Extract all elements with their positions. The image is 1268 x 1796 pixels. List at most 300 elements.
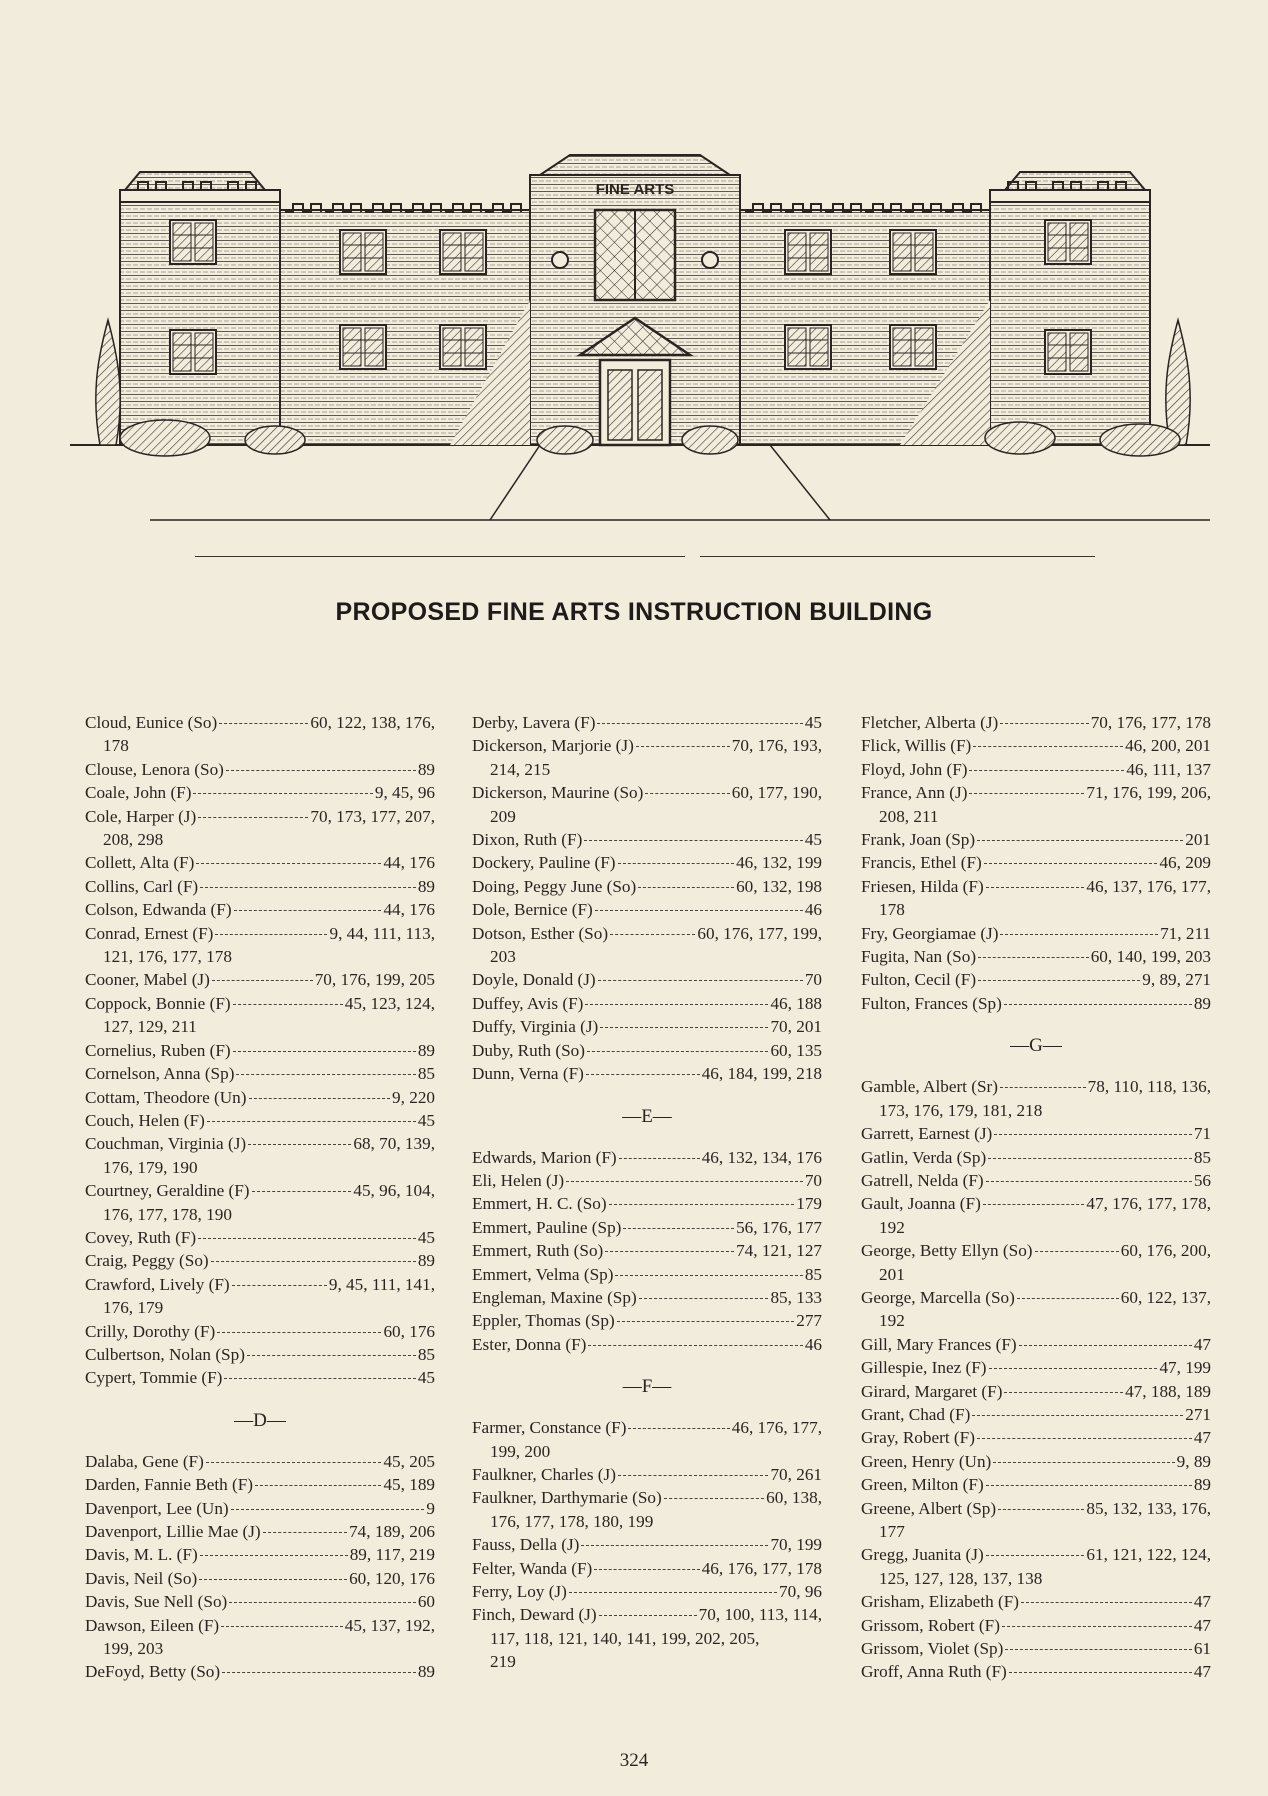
index-entry: [861, 1192, 1211, 1239]
leader-dashes: [609, 1203, 795, 1205]
leader-dashes: [969, 769, 1124, 771]
page-heading: PROPOSED FINE ARTS INSTRUCTION BUILDING: [335, 598, 933, 626]
entry-pages: 56, 176, 177: [736, 1217, 822, 1237]
index-entry-line: [85, 1473, 435, 1496]
entry-pages: 9, 89, 271: [1142, 970, 1211, 990]
leader-dashes: [984, 862, 1158, 864]
index-entry-line: [85, 1567, 435, 1590]
leader-dashes: [998, 1508, 1084, 1510]
entry-pages: 60, 122, 138, 176,: [310, 713, 435, 732]
index-entry: [472, 875, 822, 898]
entry-pages: 85: [417, 1064, 435, 1084]
leader-dashes: [569, 1591, 777, 1593]
entry-name: Crawford, Lively (F): [85, 1274, 230, 1294]
index-entry-line: [861, 1239, 1211, 1262]
index-entry-line: [472, 711, 822, 734]
index-entry: [861, 1380, 1211, 1403]
index-entry-line: [472, 828, 822, 851]
entry-name: Francis, Ethel (F): [861, 853, 982, 873]
entry-pages: 60, 176: [383, 1321, 435, 1341]
index-entry: [85, 1520, 435, 1543]
entry-name: Coppock, Bonnie (F): [85, 993, 231, 1013]
entry-pages: 46, 132, 134, 176: [701, 1147, 822, 1167]
index-entry: [85, 1320, 435, 1343]
leader-dashes: [978, 979, 1140, 981]
entry-pages: 9, 89: [1176, 1451, 1211, 1471]
index-entry-line: [85, 1520, 435, 1543]
leader-dashes: [585, 1003, 768, 1005]
entry-pages-continued: 209: [490, 806, 516, 826]
index-entry: [85, 1590, 435, 1613]
entry-pages-continued: 192: [879, 1217, 905, 1237]
index-entry: [861, 1660, 1211, 1683]
entry-pages: 9: [426, 1498, 435, 1518]
index-entry: [861, 968, 1211, 991]
index-column-2: [472, 711, 822, 1674]
entry-pages: 47, 188, 189: [1125, 1381, 1211, 1401]
index-entry: [472, 1062, 822, 1085]
index-entry-line: [861, 1450, 1211, 1473]
index-entry-line: [472, 1309, 822, 1332]
entry-pages-continued: 208, 298: [103, 830, 164, 850]
index-entry: [861, 1146, 1211, 1169]
leader-dashes: [199, 1578, 347, 1580]
entry-name: Derby, Lavera (F): [472, 713, 596, 732]
entry-pages: 46, 209: [1159, 853, 1211, 873]
divider-rule-right: [700, 556, 1095, 557]
entry-name: Crilly, Dorothy (F): [85, 1321, 216, 1341]
entry-pages: 47, 176, 177, 178,: [1086, 1194, 1211, 1214]
index-column-3: [861, 711, 1211, 1684]
entry-name: Garrett, Earnest (J): [861, 1124, 993, 1144]
leader-dashes: [229, 1601, 416, 1603]
entry-name: Green, Milton (F): [861, 1475, 984, 1495]
index-entry-line: [472, 1486, 822, 1509]
entry-name: Eli, Helen (J): [472, 1170, 565, 1190]
index-entry-line: [472, 1557, 822, 1580]
index-entry-line: [85, 1226, 435, 1249]
entry-pages: 201: [1185, 830, 1211, 850]
index-entry-line: [85, 992, 435, 1015]
entry-name: Covey, Ruth (F): [85, 1227, 197, 1247]
entry-name: Davenport, Lee (Un): [85, 1498, 229, 1518]
index-entry: [85, 992, 435, 1039]
entry-name: Gamble, Albert (Sr): [861, 1077, 998, 1097]
index-entry-line: [85, 1320, 435, 1343]
leader-dashes: [972, 1414, 1183, 1416]
index-entry-line: [861, 758, 1211, 781]
entry-pages: 9, 45, 96: [374, 783, 435, 803]
entry-name: Duffy, Virginia (J): [472, 1017, 599, 1037]
entry-name: Grant, Chad (F): [861, 1404, 971, 1424]
index-entry: [472, 1580, 822, 1603]
entry-name: Grissom, Robert (F): [861, 1615, 1000, 1635]
leader-dashes: [639, 1297, 769, 1299]
entry-pages-continued: 214, 215: [490, 759, 551, 779]
index-entry: [85, 851, 435, 874]
index-entry-line: [861, 1403, 1211, 1426]
entry-name: Finch, Deward (J): [472, 1605, 597, 1625]
index-entry-line: [85, 1132, 435, 1155]
entry-name: Fulton, Frances (Sp): [861, 993, 1002, 1013]
leader-dashes: [598, 979, 803, 981]
entry-pages: 44, 176: [383, 853, 435, 873]
entry-pages: 46, 176, 177,: [731, 1418, 822, 1438]
index-entry-line: [472, 1263, 822, 1286]
entry-pages: 70, 176, 199, 205: [314, 970, 435, 990]
entry-name: Flick, Willis (F): [861, 736, 972, 756]
entry-pages: 89: [417, 1662, 435, 1682]
page-number: 324: [619, 1750, 649, 1771]
section-letter-heading: —E—: [622, 1105, 672, 1127]
leader-dashes: [610, 933, 695, 935]
leader-dashes: [252, 1190, 352, 1192]
entry-name: Ester, Donna (F): [472, 1334, 587, 1354]
entry-pages: 45, 137, 192,: [344, 1615, 435, 1635]
entry-pages: 68, 70, 139,: [353, 1134, 435, 1154]
index-entry: [861, 1473, 1211, 1496]
leader-dashes: [1021, 1601, 1192, 1603]
index-entry-line: [85, 1497, 435, 1520]
entry-name: Fulton, Cecil (F): [861, 970, 977, 990]
entry-name: Dunn, Verna (F): [472, 1064, 584, 1084]
index-entry-line: [85, 898, 435, 921]
entry-name: Craig, Peggy (So): [85, 1251, 209, 1271]
index-entry: [472, 851, 822, 874]
index-entry-line: [861, 781, 1211, 804]
index-entry-line: [861, 1637, 1211, 1660]
entry-name: Greene, Albert (Sp): [861, 1498, 997, 1518]
sign-text: FINE ARTS: [595, 181, 675, 198]
entry-name: Davenport, Lillie Mae (J): [85, 1522, 261, 1541]
leader-dashes: [196, 862, 381, 864]
index-entry: [85, 758, 435, 781]
entry-pages: 60, 140, 199, 203: [1090, 947, 1211, 967]
entry-pages: 60, 135: [770, 1040, 822, 1060]
index-entry-line: [861, 1169, 1211, 1192]
leader-dashes: [1017, 1297, 1119, 1299]
index-entry-line: [472, 1603, 822, 1626]
entry-name: Darden, Fannie Beth (F): [85, 1475, 254, 1495]
leader-dashes: [226, 769, 416, 771]
entry-name: Cole, Harper (J): [85, 806, 197, 826]
index-entry: [472, 1286, 822, 1309]
entry-pages: 277: [796, 1311, 822, 1331]
index-entry: [85, 1567, 435, 1590]
entry-pages: 47: [1193, 1615, 1211, 1635]
index-entry-line: [85, 1590, 435, 1613]
index-entry: [861, 1614, 1211, 1637]
index-entry: [861, 1239, 1211, 1286]
entry-name: Girard, Margaret (F): [861, 1381, 1003, 1401]
entry-name: Courtney, Geraldine (F): [85, 1181, 250, 1201]
index-entry: [472, 1169, 822, 1192]
leader-dashes: [599, 1614, 697, 1616]
entry-name: Cooner, Mabel (J): [85, 970, 210, 990]
index-entry: [472, 1416, 822, 1463]
index-entry-line: [472, 1333, 822, 1356]
index-entry-line: [85, 1366, 435, 1389]
entry-name: Emmert, H. C. (So): [472, 1194, 607, 1214]
index-entry: [85, 922, 435, 969]
leader-dashes: [212, 979, 313, 981]
index-entry: [85, 1497, 435, 1520]
leader-dashes: [605, 1250, 734, 1252]
entry-name: Duffey, Avis (F): [472, 993, 584, 1013]
entry-pages: 56: [1193, 1170, 1211, 1190]
leader-dashes: [236, 1073, 415, 1075]
entry-pages: 74, 189, 206: [349, 1522, 435, 1541]
entry-name: Eppler, Thomas (Sp): [472, 1311, 615, 1331]
index-entry: [472, 1333, 822, 1356]
index-entry-line: [85, 1086, 435, 1109]
index-entry: [472, 1533, 822, 1556]
index-entry-line: [85, 1543, 435, 1566]
entry-pages: 271: [1185, 1404, 1211, 1424]
entry-pages: 46, 184, 199, 218: [701, 1064, 822, 1084]
entry-name: Cottam, Theodore (Un): [85, 1087, 247, 1107]
entry-name: Duby, Ruth (So): [472, 1040, 585, 1060]
index-entry-line: [861, 1122, 1211, 1145]
leader-dashes: [1035, 1250, 1119, 1252]
entry-pages: 46: [804, 1334, 822, 1354]
leader-dashes: [619, 1157, 700, 1159]
leader-dashes: [615, 1274, 802, 1276]
index-entry-line: [861, 945, 1211, 968]
leader-dashes: [263, 1531, 347, 1533]
section-letter-heading: —F—: [622, 1376, 672, 1398]
index-entry: [861, 851, 1211, 874]
entry-name: Culbertson, Nolan (Sp): [85, 1344, 245, 1364]
entry-pages: 89, 117, 219: [349, 1545, 435, 1565]
index-entry-line: [472, 734, 822, 757]
entry-pages: 45: [804, 830, 822, 850]
index-entry-line: [472, 992, 822, 1015]
entry-pages: 45: [417, 1110, 435, 1130]
leader-dashes: [986, 1180, 1192, 1182]
index-entry: [861, 1590, 1211, 1613]
entry-pages: 70, 199: [770, 1535, 822, 1555]
index-entry: [85, 1086, 435, 1109]
index-entry: [85, 1226, 435, 1249]
index-entry-line: [85, 875, 435, 898]
entry-name: George, Betty Ellyn (So): [861, 1241, 1033, 1261]
leader-dashes: [1000, 1086, 1086, 1088]
entry-name: Friesen, Hilda (F): [861, 876, 984, 896]
index-entry-line: [85, 1614, 435, 1637]
leader-dashes: [217, 1331, 381, 1333]
leader-dashes: [586, 1073, 700, 1075]
index-entry: [85, 1343, 435, 1366]
leader-dashes: [232, 1284, 327, 1286]
leader-dashes: [200, 1554, 348, 1556]
entry-name: Collett, Alta (F): [85, 853, 195, 873]
index-entry: [85, 898, 435, 921]
entry-pages: 45: [417, 1368, 435, 1388]
entry-pages: 61, 121, 122, 124,: [1086, 1545, 1211, 1565]
entry-name: Couchman, Virginia (J): [85, 1134, 247, 1154]
index-entry-line: [85, 1343, 435, 1366]
index-entry-line: [85, 922, 435, 945]
index-entry-line: [861, 922, 1211, 945]
entry-pages: 46, 111, 137: [1126, 759, 1211, 779]
leader-dashes: [222, 1671, 416, 1673]
leader-dashes: [600, 1026, 768, 1028]
entry-name: Coale, John (F): [85, 783, 192, 803]
index-entry: [472, 1146, 822, 1169]
index-entry: [861, 1543, 1211, 1590]
index-entry: [472, 1263, 822, 1286]
entry-pages: 179: [796, 1194, 822, 1214]
index-entry: [85, 1132, 435, 1179]
index-entry-line: [861, 1356, 1211, 1379]
entry-name: Davis, Neil (So): [85, 1568, 198, 1588]
leader-dashes: [978, 956, 1089, 958]
entry-name: Gillespie, Inez (F): [861, 1358, 987, 1378]
index-entry: [861, 1356, 1211, 1379]
leader-dashes: [200, 886, 416, 888]
entry-name: Ferry, Loy (J): [472, 1582, 567, 1601]
index-entry-line: [472, 1533, 822, 1556]
leader-dashes: [618, 1474, 769, 1476]
index-entry-line: [85, 758, 435, 781]
index-entry: [861, 781, 1211, 828]
leader-dashes: [1019, 1344, 1192, 1346]
divider-rule-left: [195, 556, 685, 557]
entry-pages: 45, 189: [383, 1475, 435, 1495]
leader-dashes: [1000, 722, 1088, 724]
leader-dashes: [969, 792, 1084, 794]
index-entry-line: [861, 828, 1211, 851]
entry-pages-continued: 178: [879, 900, 905, 920]
entry-pages: 85, 132, 133, 176,: [1086, 1498, 1211, 1518]
index-entry-line: [472, 875, 822, 898]
entry-name: Dawson, Eileen (F): [85, 1615, 220, 1635]
entry-name: Cypert, Tommie (F): [85, 1368, 223, 1388]
entry-name: Gill, Mary Frances (F): [861, 1334, 1017, 1354]
index-entry: [85, 1249, 435, 1272]
entry-name: Dickerson, Maurine (So): [472, 783, 644, 803]
index-entry-line: [861, 1590, 1211, 1613]
entry-pages: 61: [1193, 1639, 1211, 1659]
entry-name: Cornelson, Anna (Sp): [85, 1064, 235, 1084]
index-entry-line: [861, 711, 1211, 734]
leader-dashes: [193, 792, 372, 794]
index-entry: [85, 1614, 435, 1661]
leader-dashes: [618, 862, 735, 864]
entry-pages: 47: [1193, 1592, 1211, 1612]
index-entry-line: [85, 1062, 435, 1085]
entry-pages: 60, 176, 177, 199,: [697, 923, 822, 943]
entry-pages: 70, 261: [770, 1464, 822, 1484]
index-entry-line: [861, 1192, 1211, 1215]
index-entry: [861, 922, 1211, 945]
entry-pages: 71, 176, 199, 206,: [1086, 783, 1211, 803]
entry-name: Groff, Anna Ruth (F): [861, 1662, 1007, 1682]
index-entry: [472, 1486, 822, 1533]
leader-dashes: [211, 1260, 416, 1262]
entry-name: Dole, Bernice (F): [472, 900, 593, 920]
entry-pages: 46, 188: [770, 993, 822, 1013]
index-entry-line: [861, 1333, 1211, 1356]
leader-dashes: [636, 745, 730, 747]
entry-pages: 9, 44, 111, 113,: [329, 923, 435, 943]
entry-name: Gregg, Juanita (J): [861, 1545, 984, 1565]
entry-pages: 45, 123, 124,: [344, 993, 435, 1013]
index-entry: [472, 1192, 822, 1215]
index-entry-line: [472, 922, 822, 945]
index-entry: [472, 1039, 822, 1062]
index-entry-line: [85, 805, 435, 828]
section-letter-heading: —D—: [234, 1409, 286, 1431]
index-entry: [85, 805, 435, 852]
index-entry: [861, 1075, 1211, 1122]
leader-dashes: [221, 1625, 343, 1627]
index-entry-line: [472, 1169, 822, 1192]
index-entry: [861, 875, 1211, 922]
entry-name: Frank, Joan (Sp): [861, 830, 976, 850]
leader-dashes: [1009, 1671, 1192, 1673]
leader-dashes: [566, 1180, 803, 1182]
leader-dashes: [988, 1157, 1192, 1159]
entry-pages-continued: 219: [490, 1652, 516, 1672]
index-entry-line: [472, 781, 822, 804]
entry-name: Cornelius, Ruben (F): [85, 1040, 231, 1060]
leader-dashes: [198, 1237, 416, 1239]
leader-dashes: [206, 1461, 382, 1463]
entry-name: Fletcher, Alberta (J): [861, 713, 999, 732]
entry-pages: 60, 176, 200,: [1120, 1241, 1211, 1261]
leader-dashes: [233, 1050, 416, 1052]
entry-pages-continued: 176, 177, 178, 190: [103, 1204, 232, 1224]
index-entry-line: [472, 1286, 822, 1309]
index-entry-line: [85, 1273, 435, 1296]
entry-name: Collins, Carl (F): [85, 876, 199, 896]
index-entry: [85, 1660, 435, 1683]
leader-dashes: [588, 1344, 802, 1346]
index-entry: [472, 781, 822, 828]
leader-dashes: [1004, 1391, 1123, 1393]
index-entry: [861, 1333, 1211, 1356]
index-entry: [472, 1603, 822, 1673]
index-entry: [85, 1109, 435, 1132]
entry-pages: 89: [1193, 993, 1211, 1013]
entry-pages-continued: 117, 118, 121, 140, 141, 199, 202, 205,: [490, 1628, 760, 1648]
leader-dashes: [255, 1484, 381, 1486]
entry-pages: 46, 132, 199: [736, 853, 822, 873]
index-entry-line: [85, 968, 435, 991]
index-entry: [472, 992, 822, 1015]
leader-dashes: [247, 1354, 416, 1356]
entry-pages-continued: 121, 176, 177, 178: [103, 947, 232, 967]
entry-pages-continued: 127, 129, 211: [103, 1017, 197, 1037]
index-entry-line: [85, 781, 435, 804]
index-entry-line: [472, 1146, 822, 1169]
index-entry: [861, 1403, 1211, 1426]
leader-dashes: [219, 722, 308, 724]
leader-dashes: [983, 1203, 1085, 1205]
entry-name: Davis, Sue Nell (So): [85, 1592, 228, 1612]
index-entry-line: [85, 711, 435, 734]
leader-dashes: [638, 886, 734, 888]
entry-pages: 60, 132, 198: [736, 876, 822, 896]
leader-dashes: [594, 1568, 699, 1570]
entry-pages: 44, 176: [383, 900, 435, 920]
entry-pages: 70, 176, 193,: [731, 736, 822, 756]
index-entry-line: [861, 1380, 1211, 1403]
entry-name: Dockery, Pauline (F): [472, 853, 616, 873]
leader-dashes: [248, 1143, 351, 1145]
